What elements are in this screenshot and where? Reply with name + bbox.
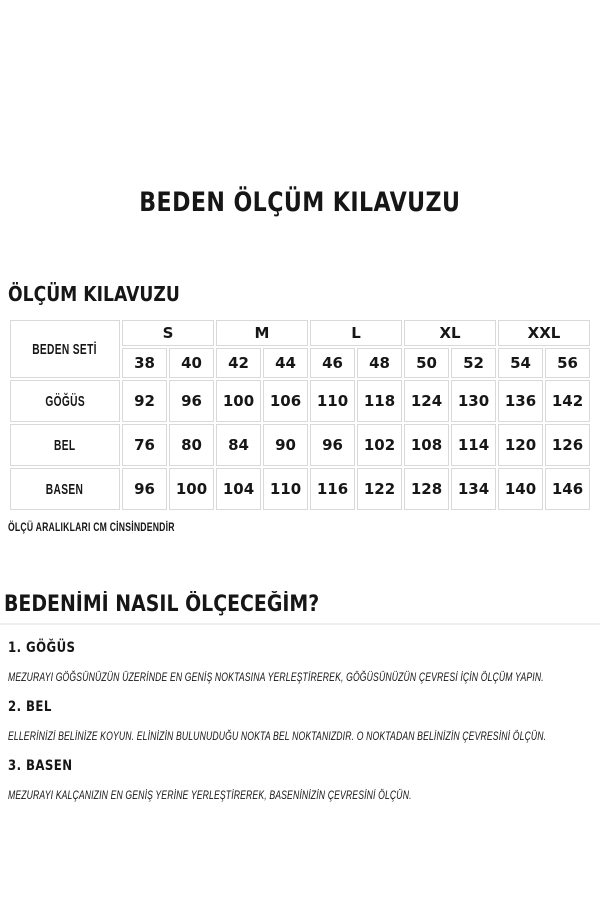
measure-row-label-text: BASEN xyxy=(46,480,84,498)
instruction-heading-text: 2. BEL xyxy=(8,699,52,715)
measure-value-cell: 120 xyxy=(498,424,543,466)
section-divider xyxy=(0,623,600,625)
size-group-cell-s: S xyxy=(122,320,214,346)
measure-row-label xyxy=(10,380,120,422)
size-table xyxy=(8,318,592,512)
instruction-text-content: MEZURAYI KALÇANIZIN EN GENİŞ YERİNE YERLEŞTİREREK, BASENİNİZİN ÇEVRESİNİ ÖLÇÜN. xyxy=(8,788,412,802)
table-corner-cell xyxy=(10,320,120,378)
measure-value-cell: 106 xyxy=(263,380,308,422)
measure-value-cell: 122 xyxy=(357,468,402,510)
measure-guide-heading-text: ÖLÇÜM KILAVUZU xyxy=(8,282,180,306)
instruction-heading xyxy=(8,699,600,715)
instruction-heading-text: 3. BASEN xyxy=(8,758,73,774)
measure-value-cell: 90 xyxy=(263,424,308,466)
measure-value-cell: 96 xyxy=(310,424,355,466)
instruction-section-gogus xyxy=(0,640,600,684)
measure-value-cell: 124 xyxy=(404,380,449,422)
instruction-text xyxy=(8,788,600,802)
table-footnote xyxy=(8,520,600,534)
numeric-size-cell: 38 xyxy=(122,348,167,378)
measure-value-cell: 140 xyxy=(498,468,543,510)
measure-value-cell: 142 xyxy=(545,380,590,422)
table-corner-label: BEDEN SETİ xyxy=(32,340,98,358)
instruction-text-content: ELLERİNİZİ BELİNİZE KOYUN. ELİNİZİN BULUNUDUĞU NOKTA BEL NOKTANIZDIR. O NOKTADAN BELİNİZİN ÇEVRESİNİ ÖLÇÜN. xyxy=(8,729,547,743)
measure-row-label xyxy=(10,468,120,510)
howto-heading-text: BEDENİMİ NASIL ÖLÇECEĞİM? xyxy=(4,592,320,617)
measure-value-cell: 92 xyxy=(122,380,167,422)
measure-value-cell: 84 xyxy=(216,424,261,466)
measure-value-cell: 104 xyxy=(216,468,261,510)
howto-heading xyxy=(4,592,600,618)
numeric-size-cell: 50 xyxy=(404,348,449,378)
measure-guide-heading xyxy=(8,282,600,306)
measure-value-cell: 108 xyxy=(404,424,449,466)
instruction-text-content: MEZURAYI GÖĞSÜNÜZÜN ÜZERİNDE EN GENİŞ NOKTASINA YERLEŞTİREREK, GÖĞÜSÜNÜZÜN ÇEVRESİ İÇİN ÖLÇÜM YAPIN. xyxy=(8,670,544,684)
measure-row-label-text: BEL xyxy=(54,436,76,454)
numeric-size-cell: 52 xyxy=(451,348,496,378)
measure-value-cell: 100 xyxy=(216,380,261,422)
measure-value-cell: 80 xyxy=(169,424,214,466)
measure-value-cell: 114 xyxy=(451,424,496,466)
instruction-heading xyxy=(8,640,600,656)
table-footnote-text: ÖLÇÜ ARALIKLARI CM CİNSİNDENDİR xyxy=(8,520,175,534)
size-group-cell-xl: XL xyxy=(404,320,496,346)
measure-value-cell: 116 xyxy=(310,468,355,510)
measure-row-label xyxy=(10,424,120,466)
measure-value-cell: 76 xyxy=(122,424,167,466)
instruction-heading-text: 1. GÖĞÜS xyxy=(8,640,76,656)
measure-value-cell: 110 xyxy=(310,380,355,422)
size-group-cell-l: L xyxy=(310,320,402,346)
numeric-size-cell: 46 xyxy=(310,348,355,378)
measure-value-cell: 100 xyxy=(169,468,214,510)
instruction-section-bel xyxy=(0,699,600,743)
instruction-text xyxy=(8,729,600,743)
measure-value-cell: 134 xyxy=(451,468,496,510)
table-row-basen xyxy=(10,468,590,510)
numeric-size-cell: 42 xyxy=(216,348,261,378)
measure-value-cell: 118 xyxy=(357,380,402,422)
instruction-heading xyxy=(8,758,600,774)
measure-value-cell: 126 xyxy=(545,424,590,466)
numeric-size-cell: 48 xyxy=(357,348,402,378)
measure-value-cell: 96 xyxy=(122,468,167,510)
table-row-gogus xyxy=(10,380,590,422)
numeric-size-cell: 54 xyxy=(498,348,543,378)
measure-value-cell: 96 xyxy=(169,380,214,422)
page-title xyxy=(0,0,600,220)
measure-value-cell: 130 xyxy=(451,380,496,422)
instruction-section-basen xyxy=(0,758,600,802)
size-group-row xyxy=(10,320,590,346)
measure-row-label-text: GÖĞÜS xyxy=(45,392,85,410)
measure-value-cell: 102 xyxy=(357,424,402,466)
measure-value-cell: 146 xyxy=(545,468,590,510)
numeric-size-cell: 40 xyxy=(169,348,214,378)
measure-value-cell: 128 xyxy=(404,468,449,510)
measure-value-cell: 136 xyxy=(498,380,543,422)
numeric-size-cell: 44 xyxy=(263,348,308,378)
measure-value-cell: 110 xyxy=(263,468,308,510)
size-group-cell-m: M xyxy=(216,320,308,346)
numeric-size-cell: 56 xyxy=(545,348,590,378)
size-group-cell-xxl: XXL xyxy=(498,320,590,346)
table-row-bel xyxy=(10,424,590,466)
page-title-text: BEDEN ÖLÇÜM KILAVUZU xyxy=(139,187,461,218)
instruction-text xyxy=(8,670,600,684)
